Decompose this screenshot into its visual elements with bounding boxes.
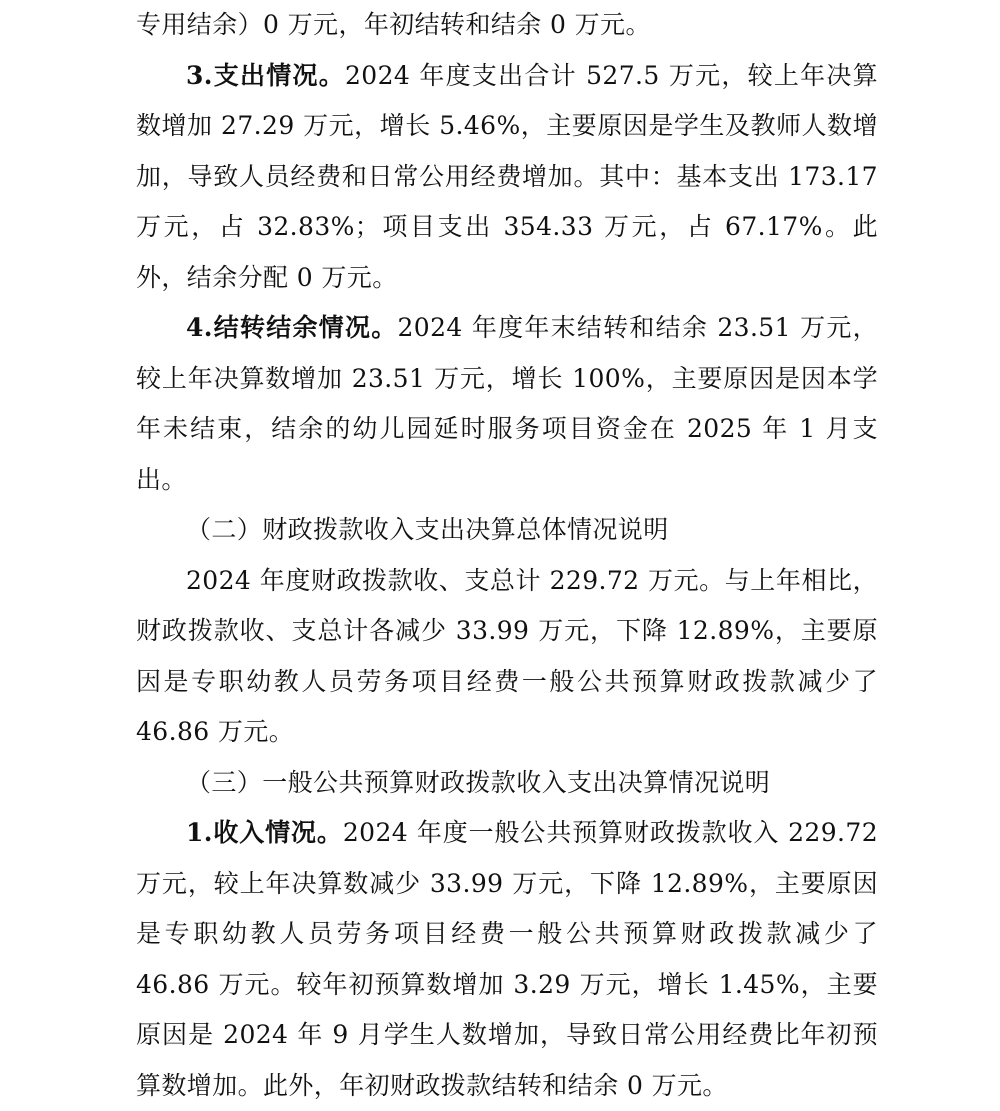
paragraph-expenditure <box>136 51 878 304</box>
section-heading-general-budget: （三）一般公共预算财政拨款收入支出决算情况说明 <box>186 767 771 797</box>
paragraph-carryover-body: 2024 年度年末结转和结余 23.51 万元，较上年决算数增加 23.51 万元，增长 100%，主要原因是因本学年未结束，结余的幼儿园延时服务项目资金在 2025 年 1 月支出。 <box>136 313 878 494</box>
paragraph-continuation: 专用结余）0 万元，年初结转和结余 0 万元。 <box>136 10 651 39</box>
paragraph-expenditure-body: 2024 年度支出合计 527.5 万元，较上年决算数增加 27.29 万元，增长 5.46%，主要原因是学生及教师人数增加，导致人员经费和日常公用经费增加。其中：基本支出 173.17 万元，占 32.83%；项目支出 354.33 万元，占 67.17%。此外，结余分配 0 万元。 <box>136 60 879 292</box>
paragraph-income <box>136 808 878 1111</box>
paragraph-carryover <box>136 303 878 505</box>
section-heading-fiscal-overview: （二）财政拨款收入支出决算总体情况说明 <box>186 515 669 544</box>
section-title-income: 1.收入情况。 <box>186 818 343 847</box>
paragraph-income-body: 2024 年度一般公共预算财政拨款收入 229.72 万元，较上年决算数减少 33.99 万元，下降 12.89%，主要原因是专职幼教人员劳务项目经费一般公共预算财政拨款减少了 46.86 万元。较年初预算数增加 3.29 万元，增长 1.45%，主要原因是 2024 年 9 月学生人数增加，导致日常公用经费比年初预算数增加。此外，年初财政拨款结转和结余 0 万元。 <box>136 818 878 1100</box>
paragraph-fiscal-overview: 2024 年度财政拨款收、支总计 229.72 万元。与上年相比，财政拨款收、支总计各减少 33.99 万元，下降 12.89%，主要原因是专职幼教人员劳务项目经费一般公共预算财政拨款减少了 46.86 万元。 <box>136 565 878 746</box>
document-page <box>136 0 878 1111</box>
section-title-carryover: 4.结转结余情况。 <box>186 313 398 342</box>
section-title-expenditure: 3.支出情况。 <box>186 60 345 90</box>
